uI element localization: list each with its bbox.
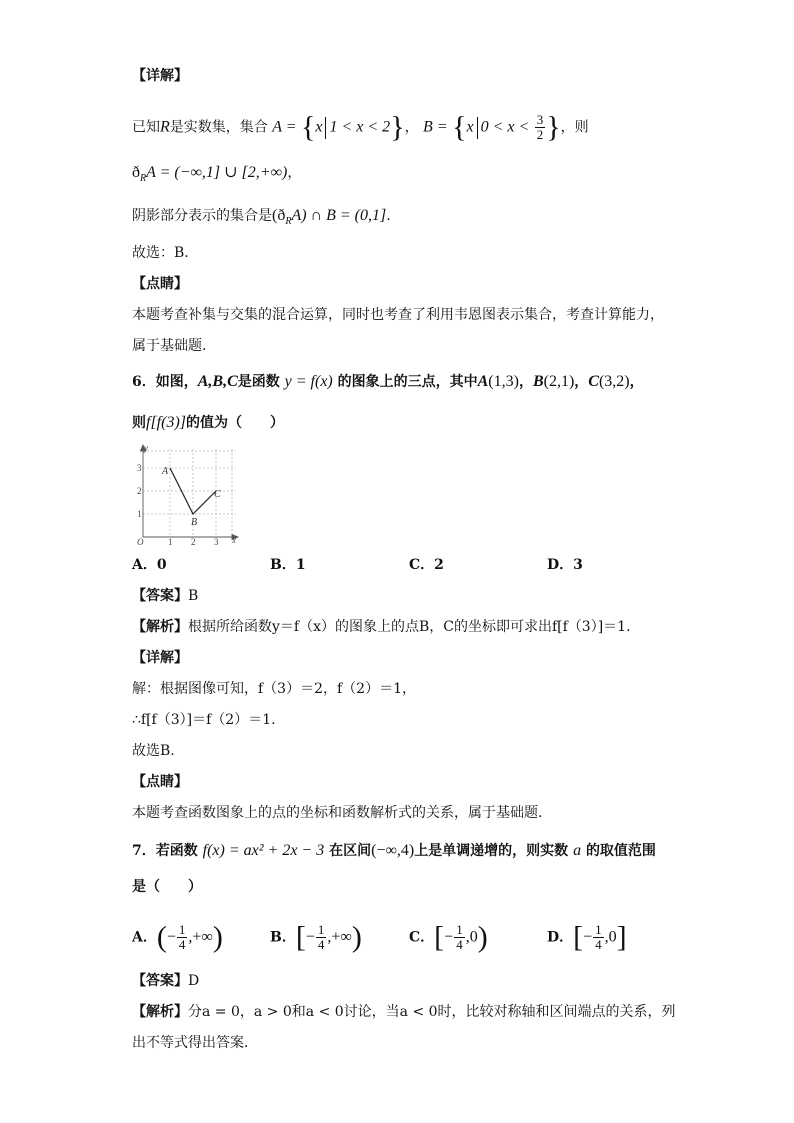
- option-letter: A．: [132, 557, 157, 573]
- option-text: 2: [434, 557, 444, 573]
- frac-num: 1: [595, 922, 602, 937]
- frac-num: 3: [536, 112, 544, 127]
- q6-option-a[interactable]: [132, 555, 167, 575]
- comment-line-2: 属于基础题.: [132, 338, 207, 354]
- x-tick-1: 1: [168, 537, 173, 546]
- q6-answer-line: [132, 586, 198, 606]
- answer-label: 【答案】: [132, 973, 188, 989]
- bracket: ): [477, 920, 488, 954]
- brace-close: }: [390, 110, 405, 144]
- x-axis-label: x: [232, 535, 236, 545]
- function-graph: [128, 442, 240, 546]
- q6-comment-line: 本题考查函数图象上的点的坐标和函数解析式的关系，属于基础题．: [132, 805, 552, 821]
- answer-value: B: [188, 588, 199, 604]
- option-letter: D．: [547, 557, 574, 573]
- complement-sub: R: [140, 172, 147, 184]
- bracket: ): [351, 920, 362, 954]
- minus: −: [166, 928, 176, 946]
- q6-point-heading: 【点睛】: [132, 774, 188, 790]
- text: 是实数集，集合: [169, 119, 268, 136]
- text: 则: [132, 415, 146, 431]
- q7-stem-line-1: [132, 841, 656, 861]
- option-letter: C．: [409, 557, 435, 573]
- minus: −: [444, 928, 454, 946]
- point-b-coords: (2,1): [543, 373, 575, 390]
- set-bar: [477, 117, 478, 139]
- bracket: (: [156, 920, 167, 954]
- bracket: [: [434, 920, 445, 954]
- analysis-label: 【解析】: [132, 619, 188, 635]
- interval-expr: (−∞,4): [371, 842, 415, 859]
- points-abc: A,B,C: [197, 373, 238, 390]
- question-number: 6．: [132, 374, 156, 390]
- sep: ，: [574, 374, 589, 390]
- frac-den: 4: [595, 937, 602, 952]
- option-letter: A．: [132, 929, 157, 946]
- minus: −: [305, 928, 315, 946]
- shade-sub: R: [285, 215, 292, 227]
- q7-option-d[interactable]: [547, 920, 627, 954]
- brace-open: {: [452, 110, 467, 144]
- x-tick-2: 2: [191, 537, 196, 546]
- text: 的取值范围: [585, 843, 656, 859]
- q7-answer-line: [132, 971, 199, 991]
- point-c-coords: (3,2): [598, 373, 630, 390]
- set-b-var: x: [466, 118, 474, 136]
- frac-den: 4: [317, 937, 325, 952]
- point-b-marker-label: B: [191, 517, 198, 528]
- q7-option-b[interactable]: [270, 920, 362, 954]
- origin-label: O: [137, 537, 144, 546]
- fraction: [535, 113, 546, 142]
- answer-label: 【答案】: [132, 588, 188, 604]
- complement-symbol: ð: [132, 164, 140, 181]
- text: 如图，: [155, 374, 198, 390]
- text: 在区间: [329, 843, 372, 859]
- point-c-label: C: [588, 373, 599, 390]
- grid: [143, 449, 236, 537]
- set-b-lhs: B =: [423, 118, 448, 136]
- analysis-text: 分a = 0，a > 0和a < 0讨论，当a < 0时，比较对称轴和区间端点的关系，列: [188, 1004, 676, 1020]
- y-tick-3: 3: [137, 463, 142, 473]
- option-text: 3: [573, 557, 583, 573]
- text: 是函数: [237, 374, 280, 390]
- y-tick-2: 2: [137, 486, 142, 496]
- point-a-marker-label: A: [162, 466, 169, 477]
- comment-line-1: 本题考查补集与交集的混合运算，同时也考查了利用韦恩图表示集合，考查计算能力，: [132, 307, 664, 323]
- q6-stem-line-1: [132, 372, 644, 392]
- q7-analysis-line-1: [132, 1002, 676, 1022]
- q6-detail-heading: 【详解】: [132, 650, 188, 666]
- option-letter: B．: [270, 557, 296, 573]
- option-text: ,0: [604, 928, 617, 946]
- frac-num: 1: [178, 922, 186, 937]
- y-axis-label: y: [144, 443, 148, 453]
- shade-expr: (ð: [272, 207, 286, 224]
- answer-value: D: [188, 973, 200, 989]
- sep: ，: [629, 374, 644, 390]
- set-a-lhs: A =: [272, 118, 297, 136]
- shaded-set-line: [132, 206, 391, 232]
- bracket: ): [212, 920, 223, 954]
- period: .: [386, 208, 391, 224]
- option-text: ,+∞: [188, 928, 213, 946]
- sep: ，: [404, 119, 419, 136]
- frac-den: 2: [536, 127, 544, 142]
- bracket: ]: [616, 920, 627, 954]
- point-heading: 【点睛】: [132, 276, 188, 292]
- fraction: [593, 923, 604, 952]
- bracket: [: [573, 920, 584, 954]
- function-expr: y = f(x): [284, 373, 333, 390]
- fraction: [177, 923, 188, 952]
- option-letter: D．: [547, 929, 574, 946]
- point-a-coords: (1,3): [488, 373, 519, 390]
- text: 若函数: [155, 843, 198, 859]
- point-a-label: A: [477, 373, 489, 390]
- text: 上是单调递增的，则实数: [414, 843, 569, 859]
- complement-expr: A = (−∞,1] ∪ [2,+∞): [146, 164, 288, 181]
- q6-analysis-line: [132, 617, 631, 637]
- q6-option-b[interactable]: [270, 555, 306, 575]
- q6-detail-line-2: ∴f[f（3）]＝f（2）＝1.: [132, 712, 276, 728]
- y-tick-1: 1: [137, 509, 142, 519]
- text: 的值为（ ）: [186, 415, 284, 431]
- choose-line: 故选：B.: [132, 245, 189, 261]
- option-text: ,+∞: [327, 928, 352, 946]
- q6-option-d[interactable]: [547, 555, 583, 575]
- frac-num: 1: [456, 922, 463, 937]
- set-a-cond: 1 < x < 2: [329, 118, 391, 136]
- analysis-label: 【解析】: [132, 1004, 188, 1020]
- set-b-cond: 0 < x <: [480, 118, 530, 136]
- question-number: 7．: [132, 843, 156, 859]
- minus: −: [583, 928, 593, 946]
- set-definition-line: [132, 110, 589, 144]
- detail-heading: 【详解】: [132, 68, 188, 84]
- x-tick-3: 3: [214, 537, 219, 546]
- then: ，则: [560, 119, 589, 136]
- composite-expr: f[f(3)]: [146, 414, 186, 431]
- q6-option-c[interactable]: [409, 555, 444, 575]
- point-c-marker-label: C: [214, 489, 221, 500]
- shade-rest: A) ∩ B = (0,1]: [291, 207, 387, 224]
- fraction: [454, 923, 465, 952]
- complement-line: [132, 163, 301, 189]
- variable-a: a: [573, 842, 582, 859]
- q7-option-c[interactable]: [409, 920, 488, 954]
- q6-stem-line-2: [132, 413, 284, 433]
- set-bar: [325, 117, 326, 139]
- option-text: 0: [156, 557, 167, 573]
- option-letter: C．: [409, 929, 435, 946]
- q6-choose-line: 故选B.: [132, 743, 175, 759]
- sep: ，: [287, 165, 302, 181]
- text: 的图象上的三点，其中: [337, 374, 478, 390]
- bracket: [: [295, 920, 306, 954]
- fraction: [316, 923, 327, 952]
- point-b-label: B: [532, 373, 544, 390]
- q6-detail-line-1: 解：根据图像可知，f（3）＝2，f（2）＝1，: [132, 681, 416, 697]
- option-text: 1: [295, 557, 306, 573]
- frac-den: 4: [456, 937, 463, 952]
- q7-analysis-line-2: 出不等式得出答案．: [132, 1035, 258, 1051]
- q7-stem-line-2: 是（ ）: [132, 879, 202, 895]
- analysis-text: 根据所给函数y＝f（x）的图象上的点B，C的坐标即可求出f[f（3）]＝1.: [188, 619, 631, 635]
- option-text: ,0: [465, 928, 478, 946]
- brace-close: }: [546, 110, 561, 144]
- brace-open: {: [300, 110, 316, 144]
- frac-num: 1: [317, 922, 325, 937]
- function-expr: f(x) = ax² + 2x − 3: [202, 842, 325, 859]
- symbol-r: R: [160, 118, 170, 136]
- text: 已知: [132, 119, 160, 136]
- set-a-var: x: [315, 118, 323, 136]
- text: 阴影部分表示的集合是: [132, 208, 272, 224]
- frac-den: 4: [178, 937, 186, 952]
- sep: ，: [518, 374, 533, 390]
- q7-option-a[interactable]: [132, 920, 223, 954]
- option-letter: B．: [270, 929, 296, 946]
